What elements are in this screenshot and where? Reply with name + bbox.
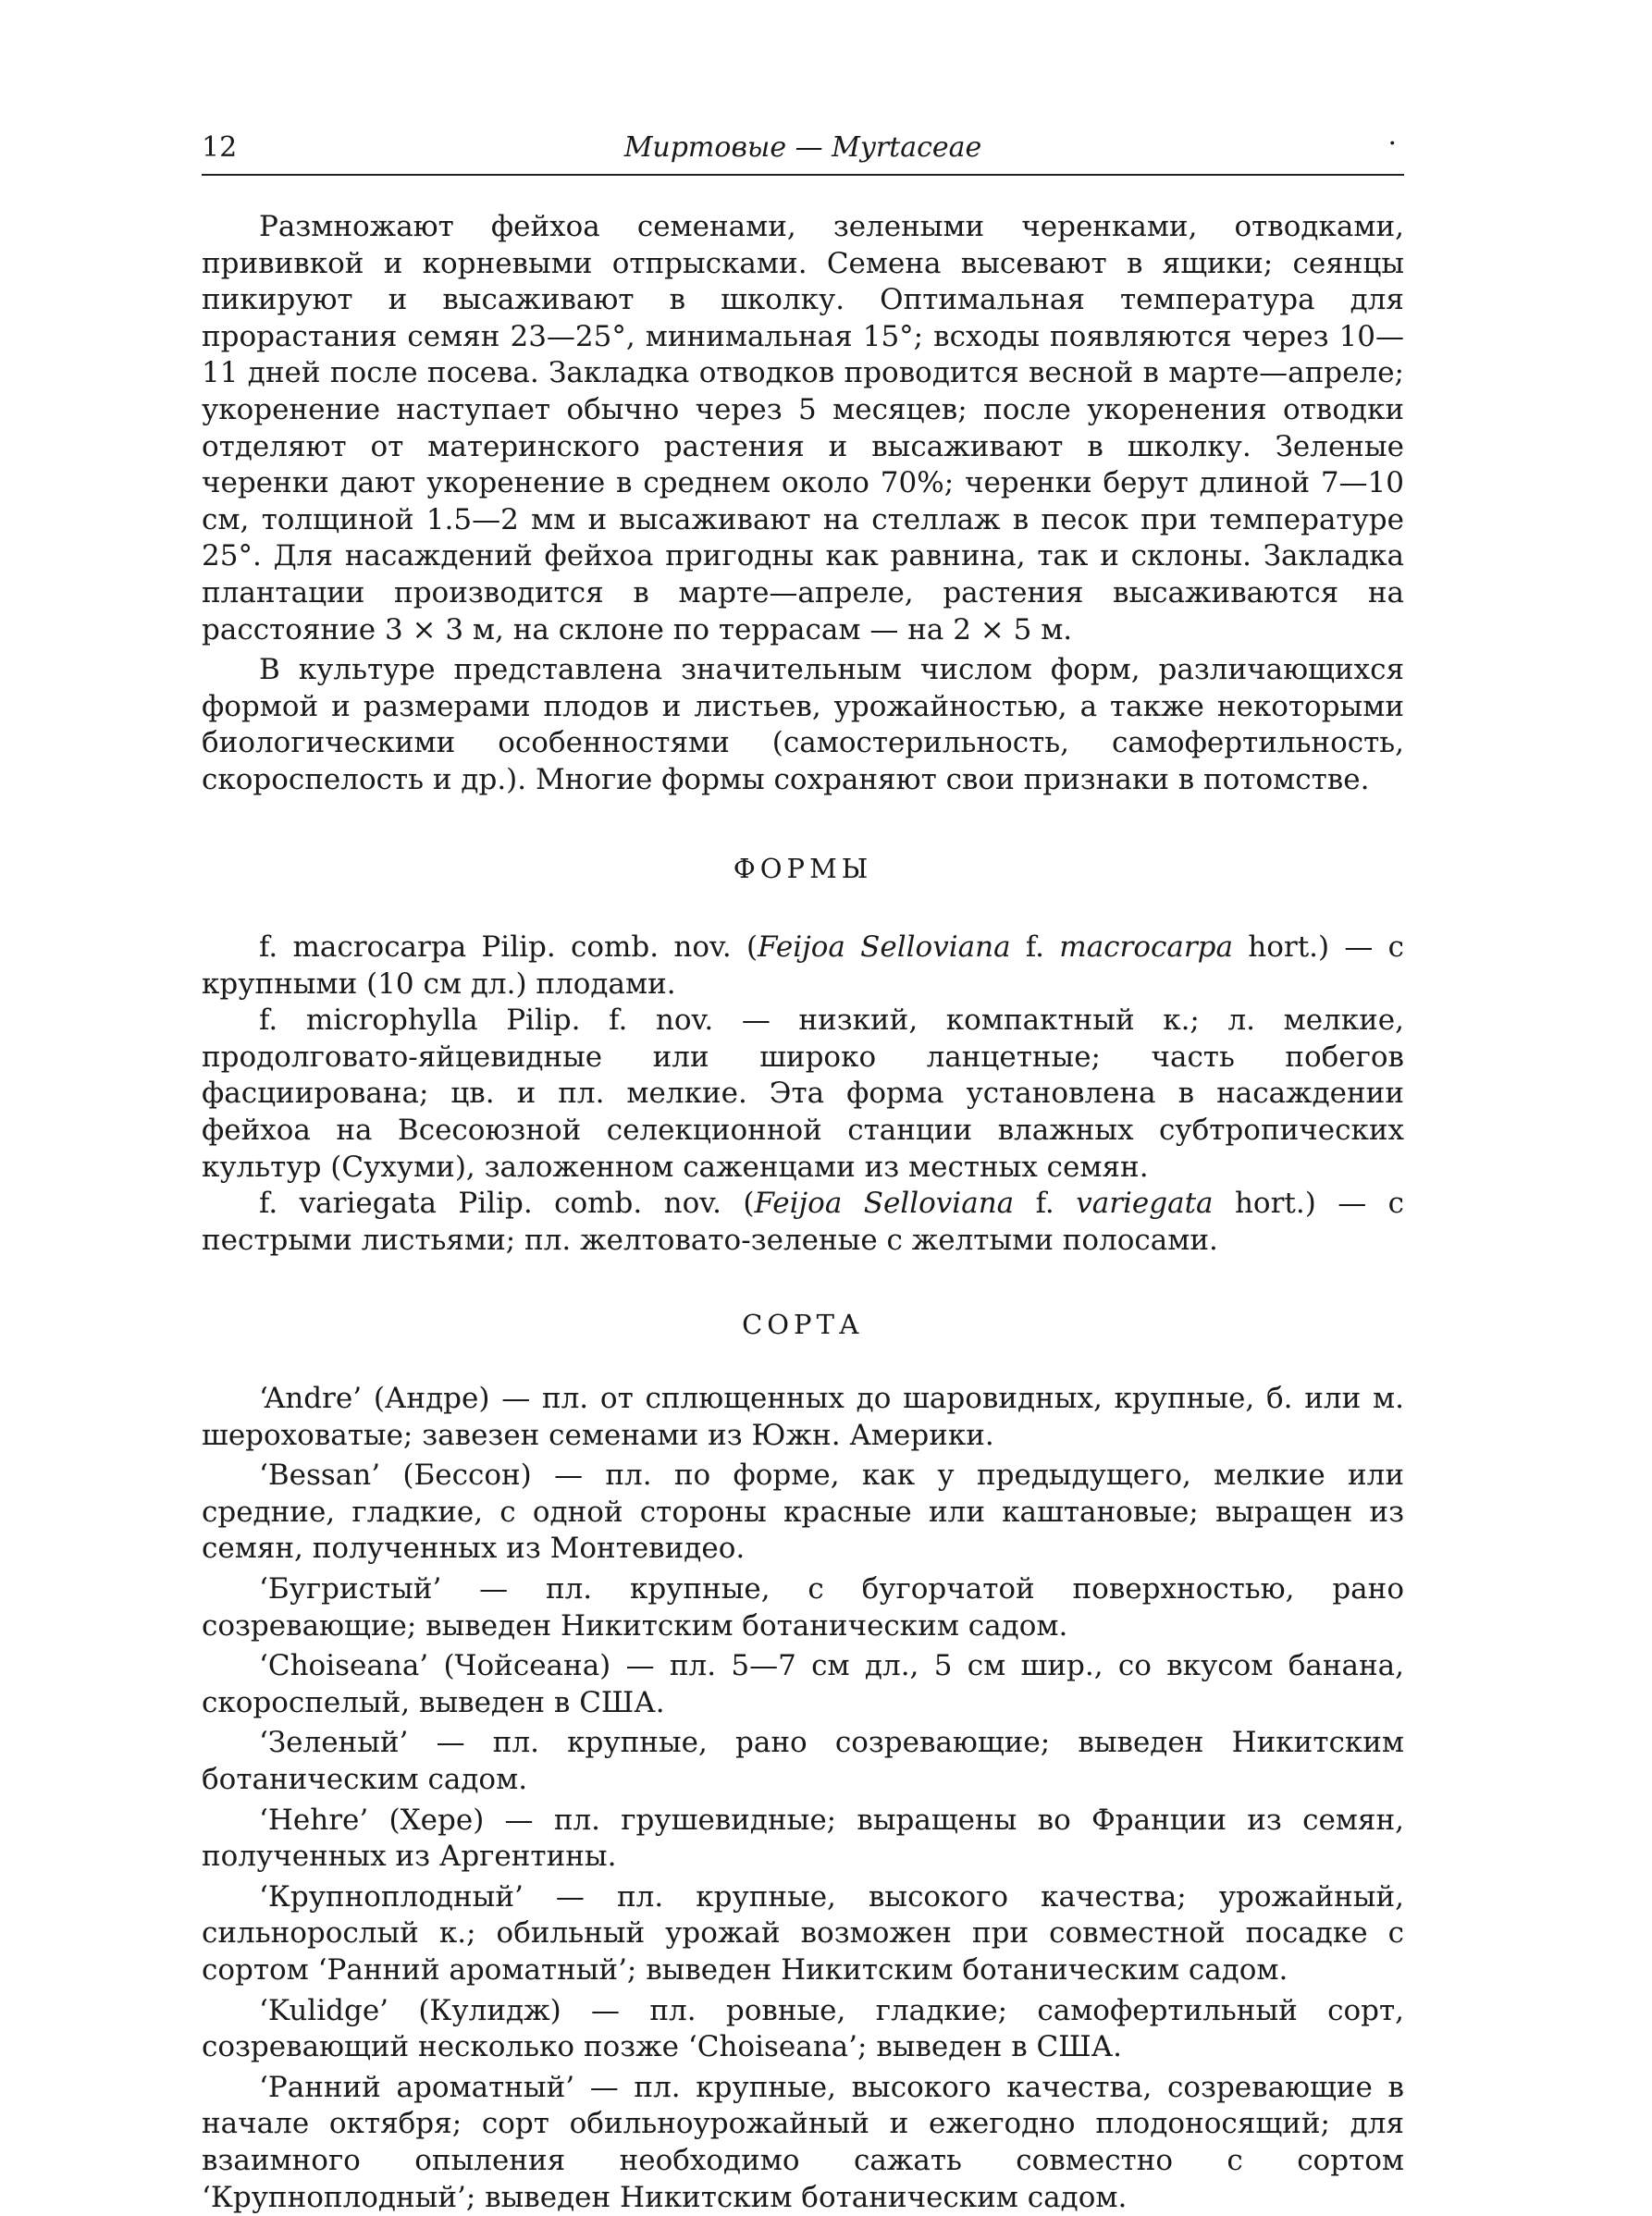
header-mark: ·: [1387, 128, 1397, 160]
synonym-epithet: variegata: [1076, 1187, 1214, 1221]
cultivar-entry: ‘Andre’ (Андре) — пл. от сплющенных до шаровидных, крупные, б. или м. шероховатые; завезен семенами из Южн. Америки.: [202, 1382, 1404, 1452]
synonym-epithet: macrocarpa: [1059, 930, 1234, 965]
running-title: Миртовые — Myrtaceae: [623, 131, 982, 164]
paragraph-forms-intro: В культуре представлена значительным числом форм, различающихся формой и размерами плодов и листьев, урожайностью, а также некоторыми биологическими особенностями (самостерильность, самофертильность, скороспелость и др.). Многие формы сохраняют свои признаки в потомстве.: [202, 653, 1404, 796]
cultivar-entry: ‘Зеленый’ — пл. крупные, рано созревающие; выведен Никитским ботаническим садом.: [202, 1726, 1404, 1796]
form-description: — с крупными (10 см дл.) плодами.: [202, 930, 1404, 1001]
form-entry-macrocarpa: f. macrocarpa Pilip. comb. nov. (Feijoa Selloviana f. macrocarpa hort.) — с крупными (10 см дл.) плодами.: [202, 930, 1404, 1001]
synonym-genus: Feijoa Selloviana: [758, 930, 1011, 965]
running-header: [202, 126, 1404, 172]
form-entry-microphylla: f. microphylla Pilip. f. nov. — низкий, компактный к.; л. мелкие, продолговато-яйцевидные или широко ланцетные; часть побегов фасциирована; цв. и пл. мелкие. Эта форма установлена в насаждении фейхоа на Всесоюзной селекционной станции влажных субтропических культур (Сухуми), заложенном саженцами из местных семян.: [202, 1003, 1404, 1184]
header-rule: [202, 174, 1404, 176]
paragraph-propagation: Размножают фейхоа семенами, зелеными черенками, отводками, прививкой и корневыми отпрысками. Семена высевают в ящики; сеянцы пикируют и высаживают в школку. Оптимальная температура для прорастания семян 23—25°, минимальная 15°; всходы появляются через 10—11 дней после посева. Закладка отводков проводится весной в марте—апреле; укоренение наступает обычно через 5 месяцев; после укоренения отводки отделяют от материнского растения и высаживают в школку. Зеленые черенки дают укоренение в среднем около 70%; черенки берут длиной 7—10 см, толщиной 1.5—2 мм и высаживают на стеллаж в песок при температуре 25°. Для насаждений фейхоа пригодны как равнина, так и склоны. Закладка плантации производится в марте—апреле, растения высаживаются на расстояние 3 × 3 м, на склоне по террасам — на 2 × 5 м.: [202, 210, 1404, 646]
form-description: — с пестрыми листьями; пл. желтовато-зеленые с желтыми полосами.: [202, 1187, 1404, 1257]
cultivar-entry: ‘Hehre’ (Хере) — пл. грушевидные; выращены во Франции из семян, полученных из Аргентины.: [202, 1803, 1404, 1874]
section-heading-forms: ФОРМЫ: [733, 852, 873, 884]
form-name: f. macrocarpa Pilip. comb. nov.: [259, 930, 732, 965]
form-entry-variegata: f. variegata Pilip. comb. nov. (Feijoa Selloviana f. variegata hort.) — с пестрыми листьями; пл. желтовато-зеленые с желтыми полосами.: [202, 1187, 1404, 1257]
synonym-genus: Feijoa Selloviana: [754, 1187, 1015, 1221]
cultivar-entry: ‘Choiseana’ (Чойсеана) — пл. 5—7 см дл., 5 см шир., со вкусом банана, скороспелый, выведен в США.: [202, 1649, 1404, 1719]
cultivar-entry: ‘Ранний ароматный’ — пл. крупные, высокого качества, созревающие в начале октября; сорт обильноурожайный и ежегодно плодоносящий; для взаимного опыления необходимо сажать совместно с сортом ‘Крупноплодный’; выведен Никитским ботаническим садом.: [202, 2070, 1404, 2214]
cultivar-entry: ‘Бугристый’ — пл. крупные, с бугорчатой поверхностью, рано созревающие; выведен Никитским ботаническим садом.: [202, 1572, 1404, 1643]
form-name: f. variegata Pilip. comb. nov.: [259, 1187, 721, 1221]
section-heading-cultivars: СОРТА: [742, 1309, 864, 1341]
cultivar-entry: ‘Kulidge’ (Кулидж) — пл. ровные, гладкие; самофертильный сорт, созревающий несколько позже ‘Choiseana’; выведен в США.: [202, 1993, 1404, 2064]
cultivar-entry: ‘Bessan’ (Бессон) — пл. по форме, как у предыдущего, мелкие или средние, гладкие, с одной стороны красные или каштановые; выращен из семян, полученных из Монтевидео.: [202, 1459, 1404, 1566]
page-body: [202, 209, 1404, 2216]
cultivar-entry: ‘Крупноплодный’ — пл. крупные, высокого качества; урожайный, сильнорослый к.; обильный урожай возможен при совместной посадке с сортом ‘Ранний ароматный’; выведен Никитским ботаническим садом.: [202, 1879, 1404, 1987]
page-number: 12: [202, 131, 238, 164]
